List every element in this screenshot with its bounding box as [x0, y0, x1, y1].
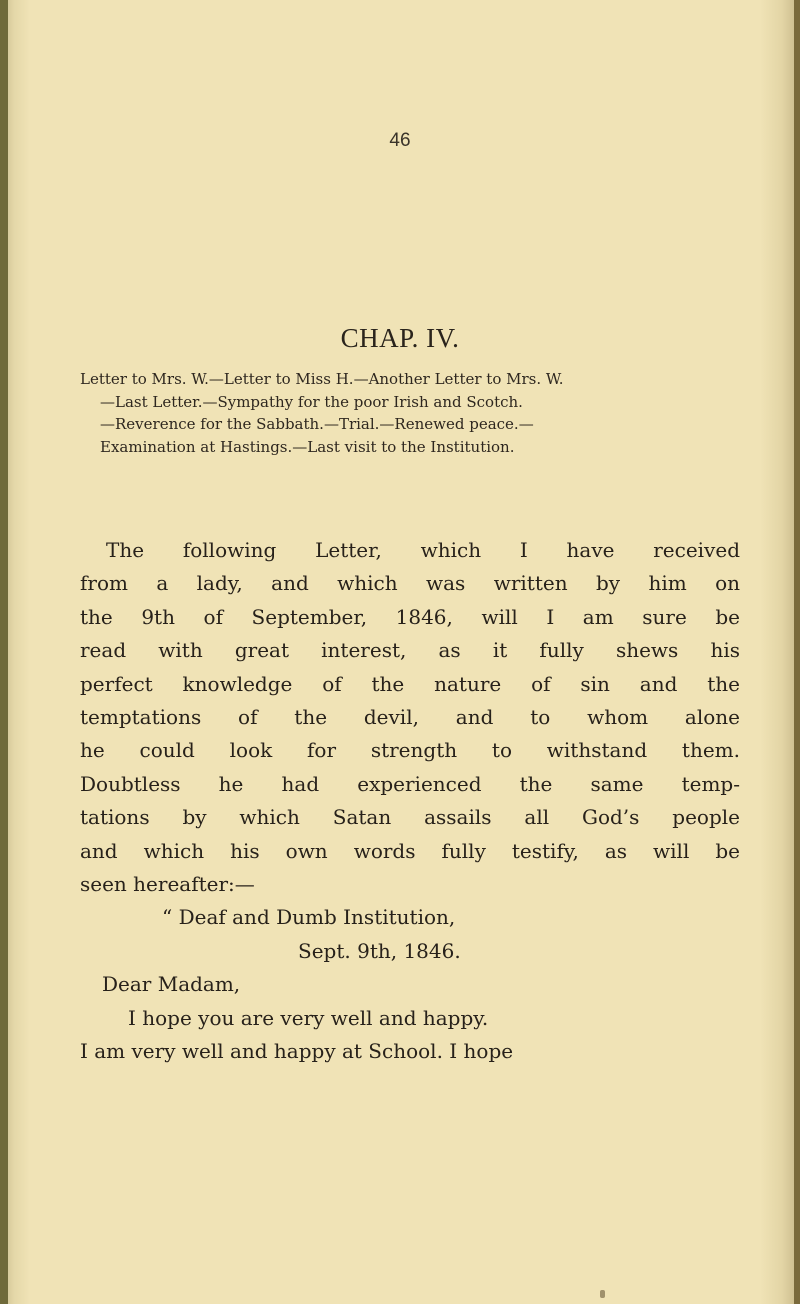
letter-line: I am very well and happy at School. I hope: [80, 1039, 514, 1064]
letter-heading-address: “ Deaf and Dumb Institution,: [162, 905, 456, 930]
paragraph-line: seen hereafter:—: [80, 872, 255, 897]
paragraph-line: from a lady, and which was written by him on: [80, 571, 740, 596]
chapter-summary: [80, 368, 740, 458]
letter-line: I hope you are very well and happy.: [128, 1005, 489, 1030]
paragraph-line: Doubtless he had experienced the same temp-: [80, 771, 740, 796]
summary-line: —Reverence for the Sabbath.—Trial.—Renewed peace.—: [100, 415, 534, 433]
summary-line: Letter to Mrs. W.—Letter to Miss H.—Another Letter to Mrs. W.: [80, 370, 564, 388]
paragraph-line: The following Letter, which I have received: [106, 538, 740, 562]
page-binding-edge: [0, 0, 8, 1304]
letter-heading-date: Sept. 9th, 1846.: [298, 938, 461, 963]
paragraph-line: and which his own words fully testify, as will be: [80, 838, 740, 863]
paragraph-line: the 9th of September, 1846, will I am sure be: [80, 604, 740, 629]
page-outer-edge: [794, 0, 800, 1304]
paragraph-line: he could look for strength to withstand them.: [80, 738, 740, 763]
summary-line: —Last Letter.—Sympathy for the poor Irish and Scotch.: [100, 392, 523, 411]
paragraph-line: tations by which Satan assails all God’s people: [80, 805, 740, 830]
letter-salutation: Dear Madam,: [102, 972, 241, 997]
summary-line: Examination at Hastings.—Last visit to the Institution.: [100, 437, 515, 456]
page-number: 46: [389, 130, 411, 151]
paragraph-line: temptations of the devil, and to whom alone: [80, 705, 740, 730]
paragraph-line: read with great interest, as it fully shews his: [80, 638, 740, 663]
body-text: [80, 534, 740, 1069]
paper-speck: [600, 1290, 605, 1298]
chapter-title: CHAP. IV.: [340, 323, 460, 353]
paragraph-line: perfect knowledge of the nature of sin and the: [80, 671, 740, 696]
